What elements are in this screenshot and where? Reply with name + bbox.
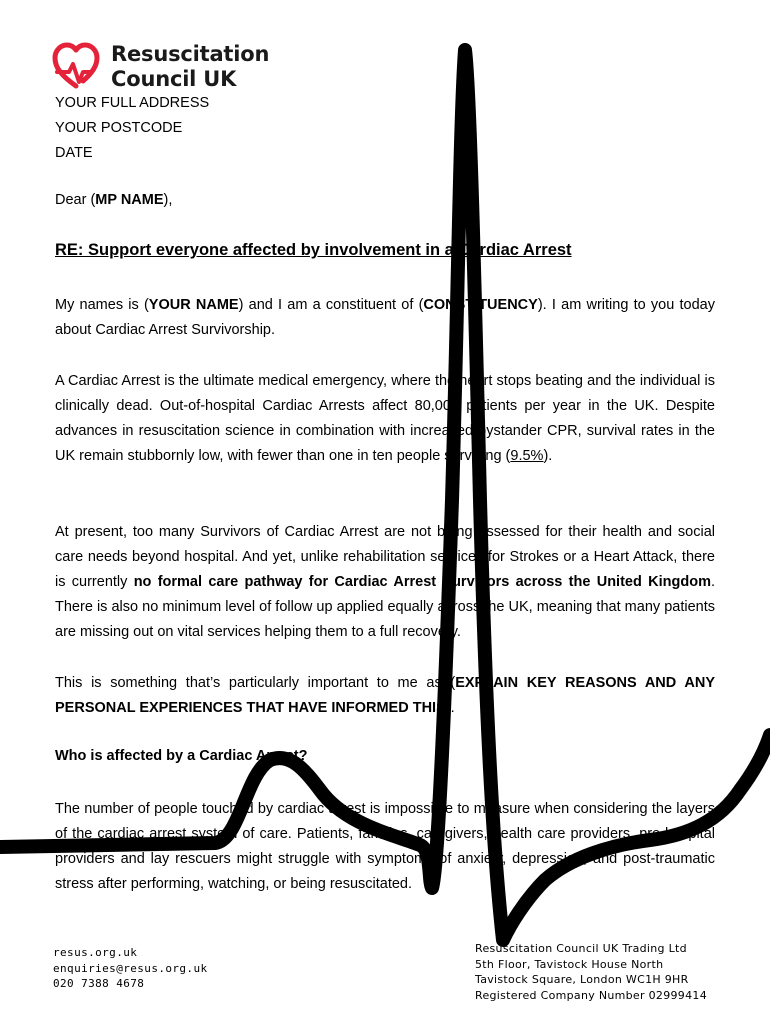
your-name-placeholder: YOUR NAME	[148, 297, 239, 313]
affected-paragraph: The number of people touched by cardiac arrest is impossible to measure when considering the layers of the cardiac arrest system of care. Patients, families, caregivers, health care providers, pre-hospital providers and lay rescuers might struggle with symptoms of anxiety, depression, and post-traumatic stress after performing, watching, or being resuscitated.	[55, 801, 715, 892]
footer-address-line-1: 5th Floor, Tavistock House North	[475, 957, 664, 971]
footer-company-name: Resuscitation Council UK Trading Ltd	[475, 942, 687, 955]
salutation: Dear (MP NAME),	[55, 192, 173, 208]
mp-name-placeholder: MP NAME	[95, 192, 164, 208]
footer-email[interactable]: enquiries@resus.org.uk	[53, 961, 208, 975]
logo-line-2: Council UK	[111, 67, 237, 91]
cardiac-arrest-paragraph: A Cardiac Arrest is the ultimate medical emergency, where the heart stops beating and the individual is clinically dead. Out-of-hospital Cardiac Arrests affect 80,000 patients per year in the UK. Despite advances in resuscitation science in combination with increased bystander CPR, survival rates in the UK remain stubbornly low, with fewer than one in ten people surviving (9.5%).	[55, 373, 715, 464]
footer-address-line-2: Tavistock Square, London WC1H 9HR	[475, 973, 689, 986]
survival-rate-link[interactable]: 9.5%	[510, 448, 544, 464]
letter-subject: RE: Support everyone affected by involvement in a Cardiac Arrest	[55, 241, 572, 259]
personal-reasons-paragraph: This is something that’s particularly important to me as (EXPLAIN KEY REASONS AND ANY PERSONAL EXPERIENCES THAT HAVE INFORMED THIS).	[55, 675, 715, 716]
organisation-logo	[52, 42, 282, 94]
footer-phone: 020 7388 4678	[53, 977, 145, 990]
logo-line-1: Resuscitation	[111, 42, 270, 66]
section-heading: Who is affected by a Cardiac Arrest?	[55, 748, 308, 764]
footer-contacts	[53, 945, 208, 992]
logo-wordmark	[111, 42, 269, 92]
footer-website[interactable]: resus.org.uk	[53, 946, 138, 959]
footer-company-details	[475, 941, 707, 1003]
letter-date: DATE	[55, 145, 93, 161]
heart-ecg-icon	[52, 42, 100, 92]
survivorship-paragraph: At present, too many Survivors of Cardiac Arrest are not being assessed for their health and social care needs beyond hospital. And yet, unlike rehabilitation services for Strokes or a Heart Attack, there is currently no formal care pathway for Cardiac Arrest Survivors across the United Kingdom. There is also no minimum level of follow up applied equally across the UK, meaning that many patients are missing out on vital services helping them to a full recovery.	[55, 524, 715, 640]
sender-postcode: YOUR POSTCODE	[55, 120, 183, 136]
sender-address: YOUR FULL ADDRESS	[55, 95, 210, 111]
footer-company-number: Registered Company Number 02999414	[475, 988, 707, 1002]
intro-paragraph: My names is (YOUR NAME) and I am a constituent of (CONSTITUENCY). I am writing to you today about Cardiac Arrest Survivorship.	[55, 297, 715, 338]
reasons-placeholder: EXPLAIN KEY REASONS AND ANY PERSONAL EXPERIENCES THAT HAVE INFORMED THIS	[55, 675, 715, 716]
constituency-placeholder: CONSTITUENCY	[423, 297, 538, 313]
